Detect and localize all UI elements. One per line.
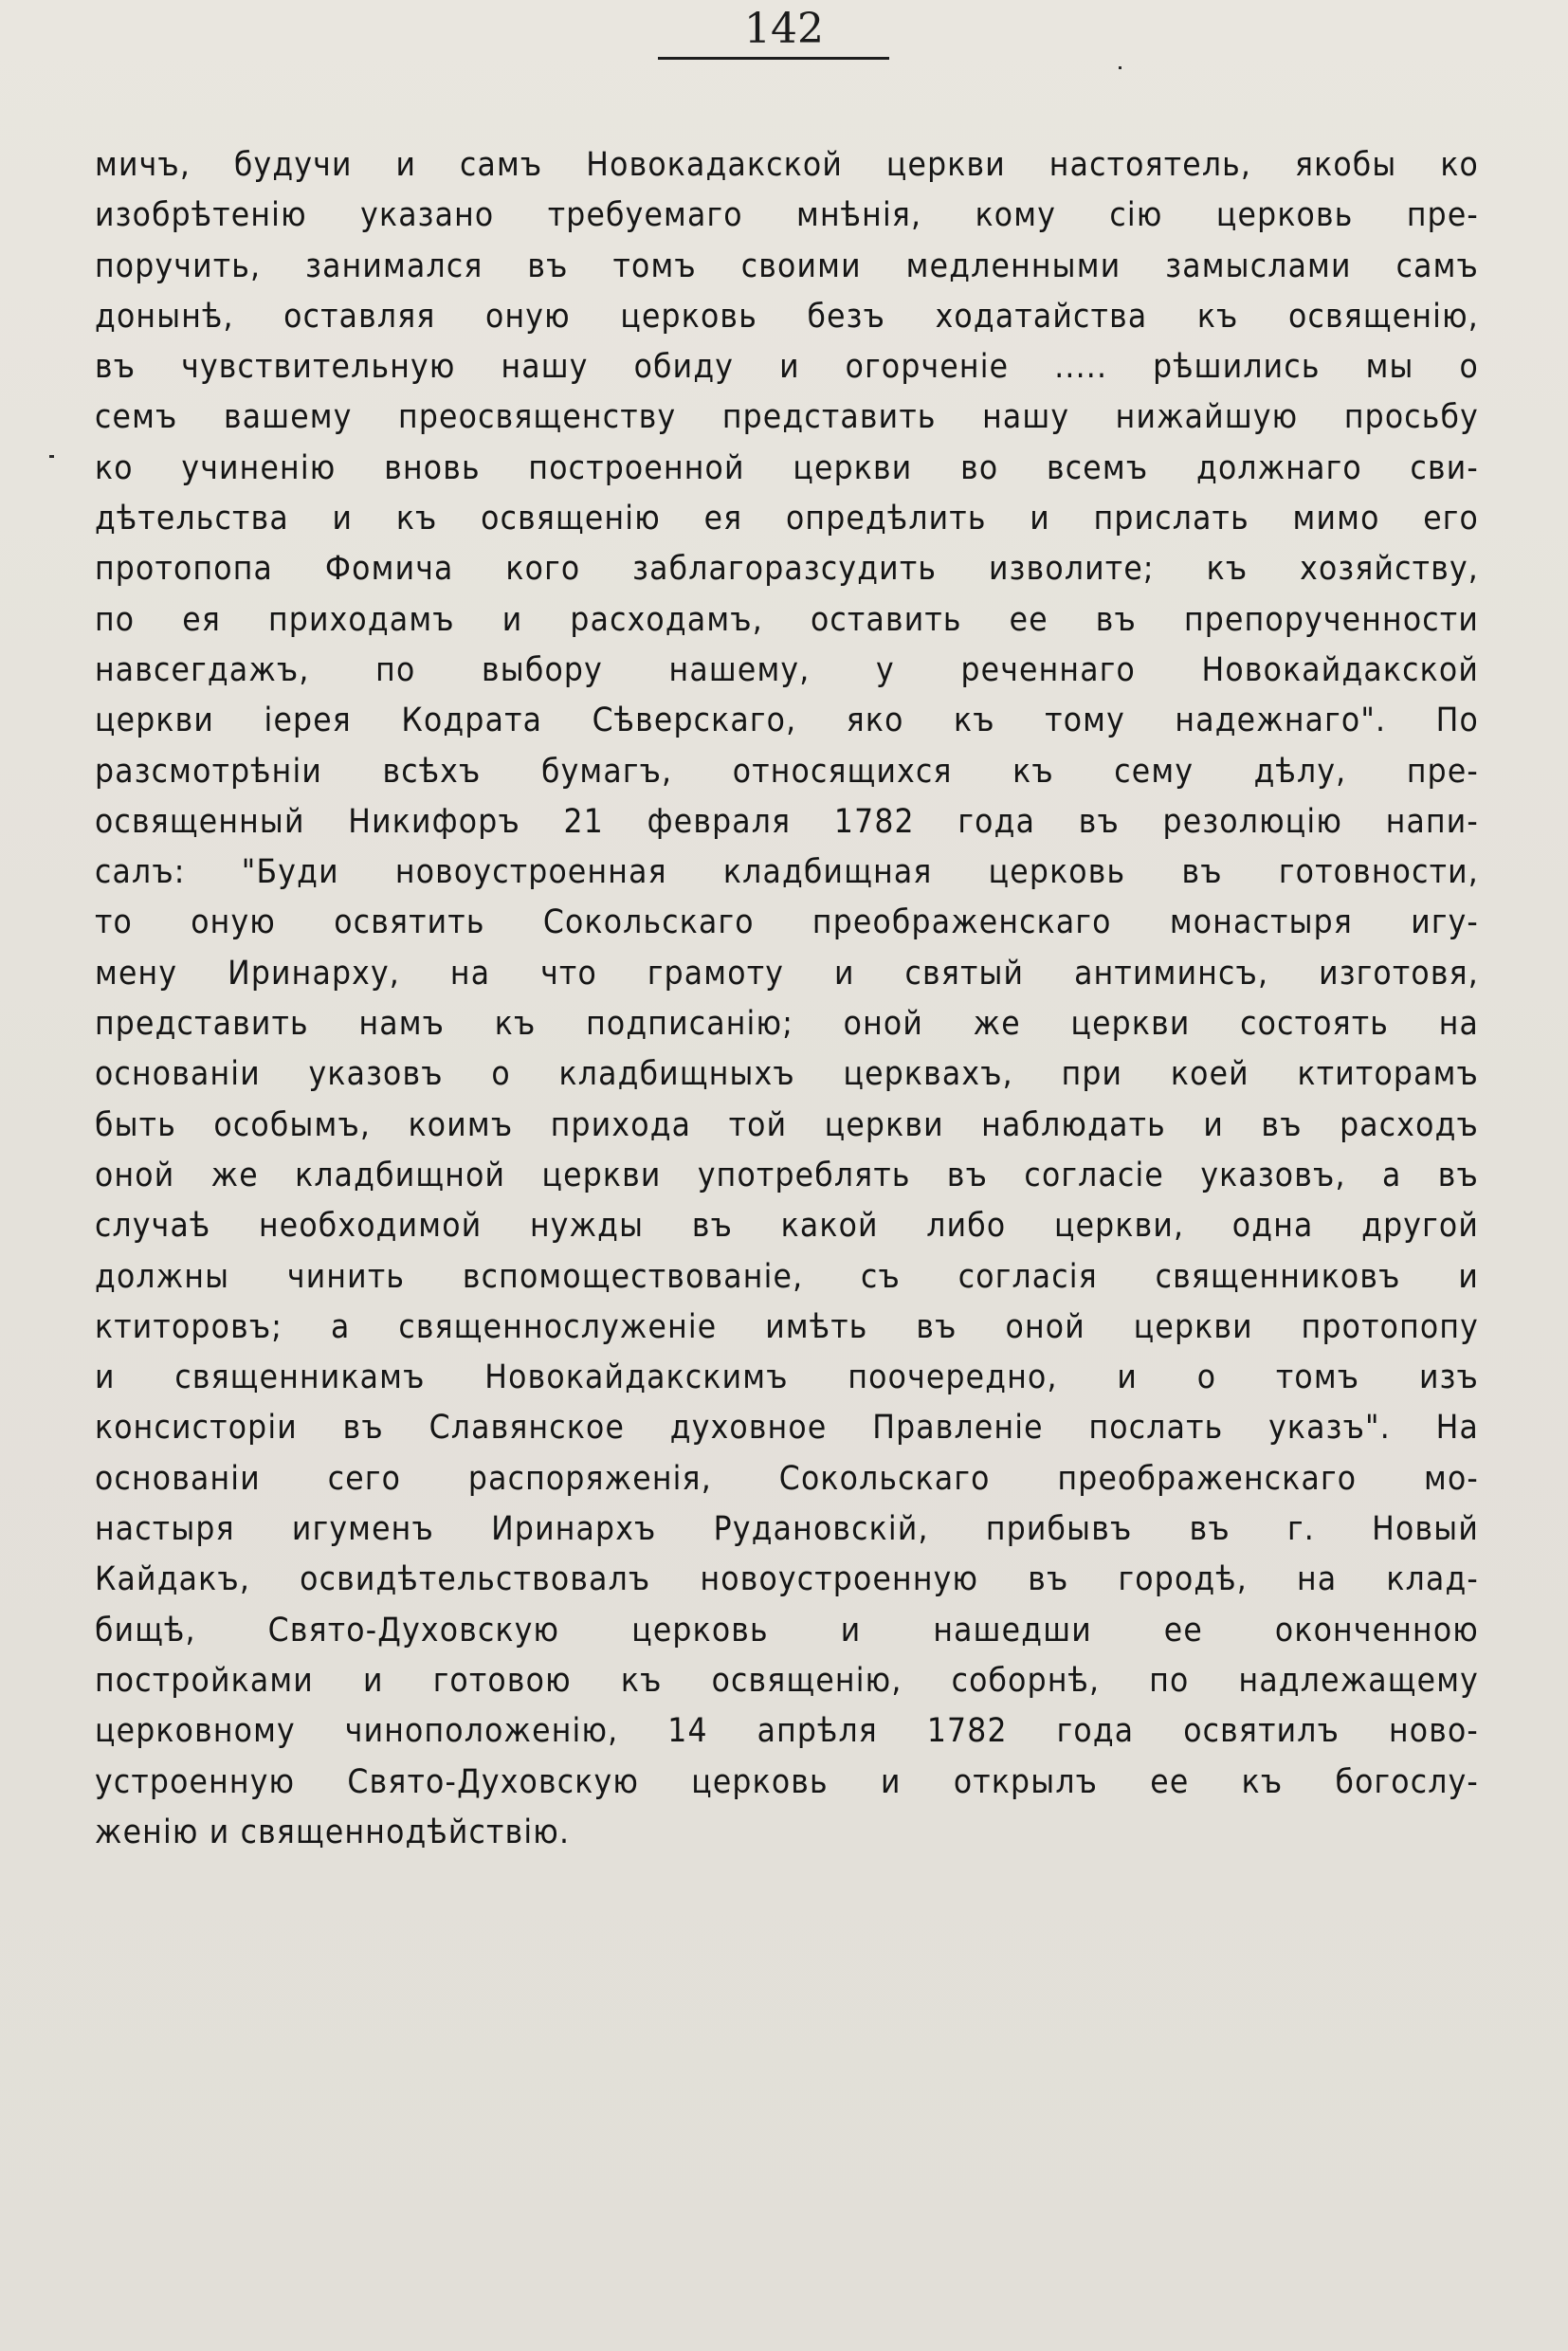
text-line: то оную освятить Сокольскаго преображенскаго монастыря игу- <box>95 903 1479 942</box>
text-line: дѣтельства и къ освященію ея опредѣлить и прислать мимо его <box>95 500 1479 538</box>
text-line: представить намъ къ подписанію; оной же церкви состоять на <box>95 1005 1479 1044</box>
text-line: основаніи сего распоряженія, Сокольскаго преображенскаго мо- <box>95 1459 1479 1498</box>
print-speck <box>1119 66 1121 69</box>
text-line: поручить, занимался въ томъ своими медленными замыслами самъ <box>95 246 1479 285</box>
text-line: освященный Никифоръ 21 февраля 1782 года въ резолюцію напи- <box>95 802 1479 841</box>
text-line: основаніи указовъ о кладбищныхъ церквахъ, при коей ктиторамъ <box>95 1055 1479 1094</box>
text-line: церковному чиноположенію, 14 апрѣля 1782 года освятилъ ново- <box>95 1712 1479 1751</box>
text-line: устроенную Свято-Духовскую церковь и открылъ ее къ богослу- <box>95 1762 1479 1801</box>
text-line: церкви іерея Кодрата Сѣверскаго, яко къ тому надежнаго". По <box>95 702 1479 740</box>
text-line: разсмотрѣніи всѣхъ бумагъ, относящихся къ сему дѣлу, пре- <box>95 752 1479 791</box>
text-line: консисторіи въ Славянское духовное Правленіе послать указъ". На <box>95 1409 1479 1448</box>
text-line: ктиторовъ; а священнослуженіе имѣть въ оной церкви протопопу <box>95 1307 1479 1346</box>
print-speck <box>49 455 54 458</box>
body-text <box>95 140 1479 1858</box>
text-line: должны чинить вспомоществованіе, съ согласія священниковъ и <box>95 1257 1479 1296</box>
text-line: оной же кладбищной церкви употреблять въ согласіе указовъ, а въ <box>95 1156 1479 1194</box>
text-line: постройками и готовою къ освященію, соборнѣ, по надлежащему <box>95 1661 1479 1700</box>
page-number: 142 <box>744 5 824 53</box>
text-line: въ чувствительную нашу обиду и огорченіе ..... рѣшились мы о <box>95 348 1479 387</box>
text-line: настыря игуменъ Иринархъ Рудановскій, прибывъ въ г. Новый <box>95 1510 1479 1549</box>
text-line: бищѣ, Свято-Духовскую церковь и нашедши ее оконченною <box>95 1611 1479 1649</box>
text-line: ко учиненію вновь построенной церкви во всемъ должнаго сви- <box>95 448 1479 487</box>
text-line: донынѣ, оставляя оную церковь безъ ходатайства къ освященію, <box>95 297 1479 336</box>
text-line: по ея приходамъ и расходамъ, оставить ее въ препорученности <box>95 600 1479 639</box>
text-line: женію и священнодѣйствію. <box>95 1813 571 1851</box>
text-line: семъ вашему преосвященству представить нашу нижайшую просьбу <box>95 398 1479 437</box>
text-line: салъ: "Буди новоустроенная кладбищная церковь въ готовности, <box>95 853 1479 892</box>
text-line: навсегдажъ, по выбору нашему, у реченнаго Новокайдакской <box>95 650 1479 689</box>
text-line: мичъ, будучи и самъ Новокадакской церкви настоятель, якобы ко <box>95 146 1479 184</box>
text-line: протопопа Фомича кого заблагоразсудить изволите; къ хозяйству, <box>95 550 1479 589</box>
text-line: и священникамъ Новокайдакскимъ поочередно, и о томъ изъ <box>95 1358 1479 1397</box>
page-number-rule <box>658 57 889 60</box>
text-line: быть особымъ, коимъ прихода той церкви наблюдать и въ расходъ <box>95 1105 1479 1144</box>
text-line: случаѣ необходимой нужды въ какой либо церкви, одна другой <box>95 1207 1479 1246</box>
text-line: изобрѣтенію указано требуемаго мнѣнія, кому сію церковь пре- <box>95 196 1479 235</box>
text-line: мену Иринарху, на что грамоту и святый антиминсъ, изготовя, <box>95 954 1479 993</box>
text-line: Кайдакъ, освидѣтельствовалъ новоустроенную въ городѣ, на клад- <box>95 1560 1479 1599</box>
